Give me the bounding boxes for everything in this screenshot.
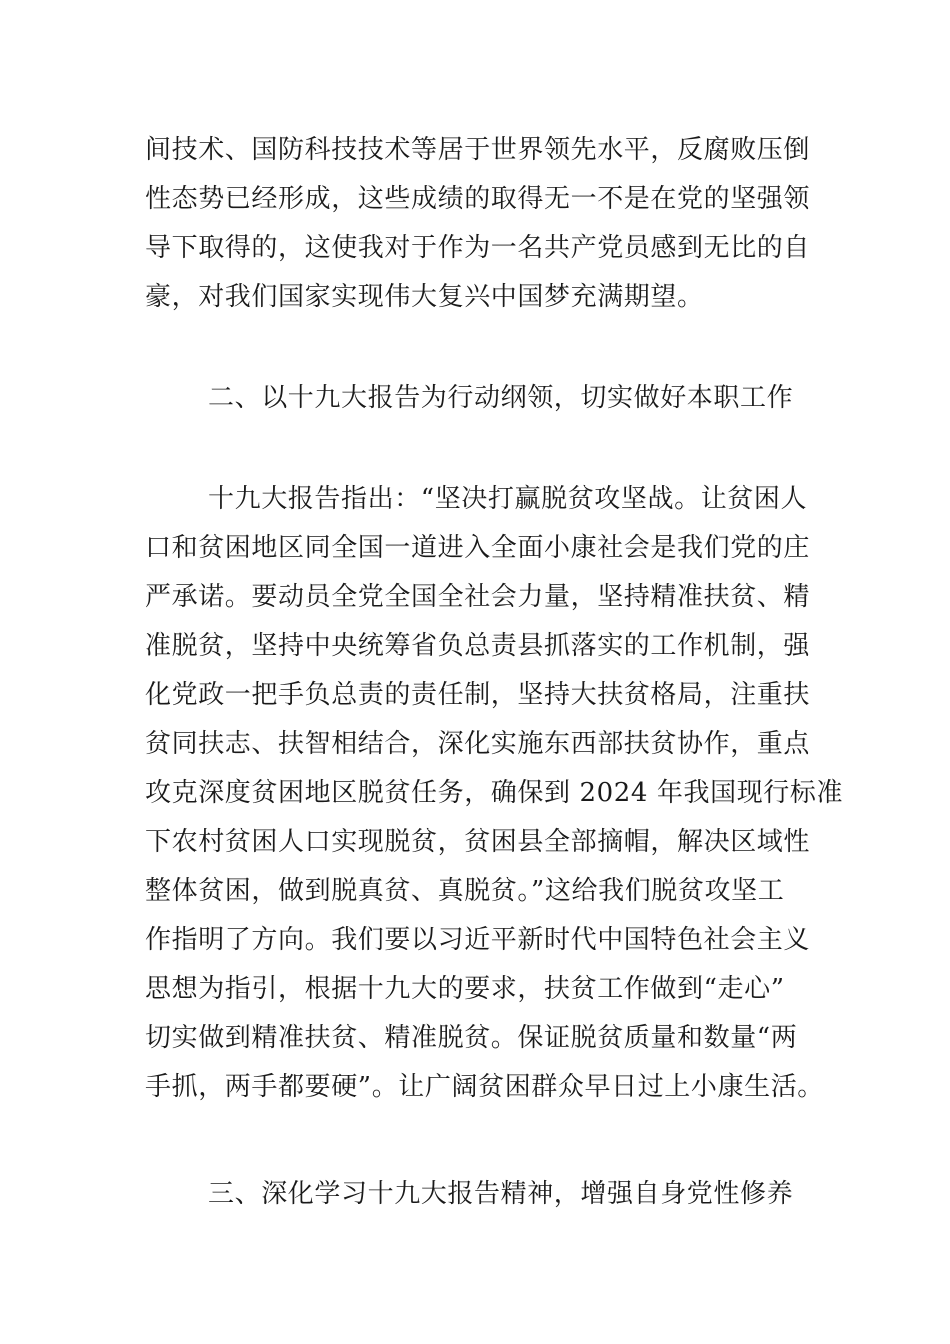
text-line: 性态势已经形成，这些成绩的取得无一不是在党的坚强领 [145,184,811,214]
text-line: 口和贫困地区同全国一道进入全面小康社会是我们党的庄 [145,533,811,563]
text-line: 下农村贫困人口实现脱贫，贫困县全部摘帽，解决区域性 [145,827,811,857]
text-line: 间技术、国防科技技术等居于世界领先水平，反腐败压倒 [145,135,811,165]
text-line: 十九大报告指出：“坚决打赢脱贫攻坚战。让贫困人 [208,484,808,514]
text-line: 手抓，两手都要硬”。让广阔贫困群众早日过上小康生活。 [145,1072,824,1102]
text-line: 攻克深度贫困地区脱贫任务，确保到 2024 年我国现行标准 [145,778,844,808]
text-line: 导下取得的，这使我对于作为一名共产党员感到无比的自 [145,233,811,263]
text-line: 作指明了方向。我们要以习近平新时代中国特色社会主义 [145,925,811,955]
section-heading-3: 三、深化学习十九大报告精神，增强自身党性修养 [208,1179,794,1209]
section-heading-2: 二、以十九大报告为行动纲领，切实做好本职工作 [208,383,794,413]
text-line: 严承诺。要动员全党全国全社会力量，坚持精准扶贫、精 [145,582,811,612]
text-line: 思想为指引，根据十九大的要求，扶贫工作做到“走心” [145,974,785,1004]
text-line: 豪，对我们国家实现伟大复兴中国梦充满期望。 [145,282,704,312]
text-line: 切实做到精准扶贫、精准脱贫。保证脱贫质量和数量“两 [145,1023,798,1053]
text-line: 贫同扶志、扶智相结合，深化实施东西部扶贫协作，重点 [145,729,811,759]
text-line: 化党政一把手负总责的责任制，坚持大扶贫格局，注重扶 [145,680,811,710]
text-line: 整体贫困，做到脱真贫、真脱贫。”这给我们脱贫攻坚工 [145,876,785,906]
text-line: 准脱贫，坚持中央统筹省负总责县抓落实的工作机制，强 [145,631,811,661]
